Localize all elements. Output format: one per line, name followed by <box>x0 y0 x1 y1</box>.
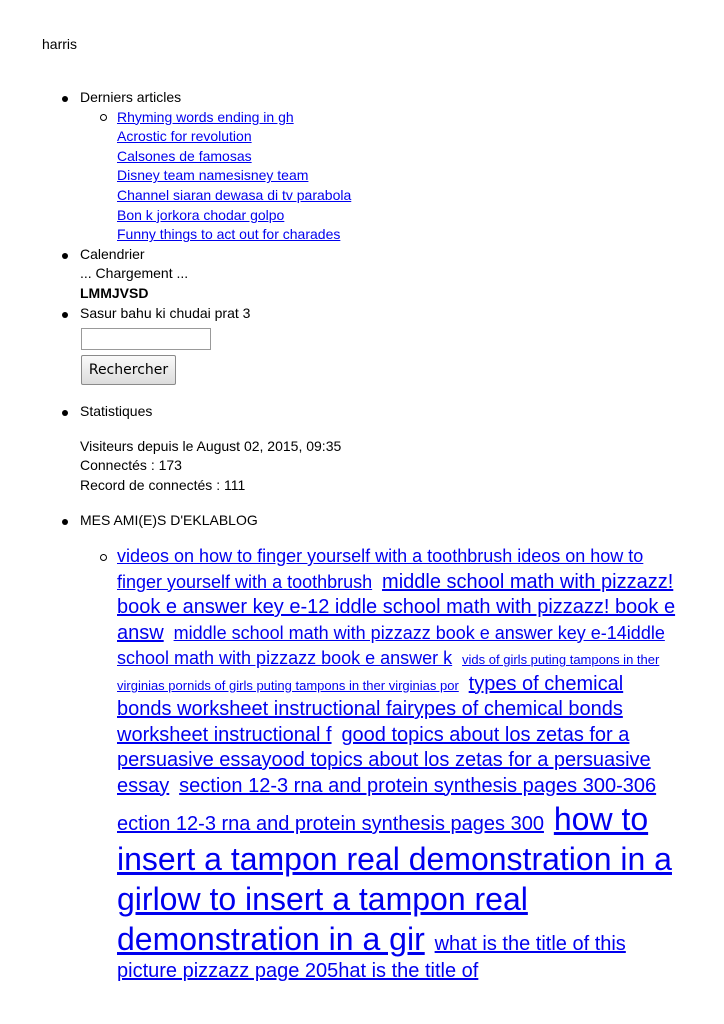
tag-link[interactable]: middle school math with pizzazz! book e answer key e-12 iddle school math with pizzazz! book e answ <box>117 570 676 644</box>
calendar-widget <box>0 245 724 304</box>
recent-articles-widget <box>0 88 724 245</box>
calendar-days: LMMJVSD <box>80 284 149 301</box>
tag-link[interactable]: middle school math with pizzazz book e answer key e-14iddle school math with pizzazz book e answer k <box>117 622 665 669</box>
stats-connected: Connectés : 173 <box>80 457 182 474</box>
recent-articles-list <box>80 108 724 245</box>
tag-link[interactable]: videos on how to finger yourself with a toothbrush ideos on how to finger yourself with a toothbrush <box>117 546 644 592</box>
search-input[interactable] <box>81 328 211 350</box>
tag-link[interactable]: good topics about los zetas for a persuasive essayood topics about los zetas for a persuasive essay <box>117 723 651 797</box>
bullet-icon <box>62 519 68 525</box>
tag-link[interactable]: what is the title of this picture pizzazz page 205hat is the title of <box>117 933 626 983</box>
recent-articles-title: Derniers articles <box>80 89 182 105</box>
calendar-loading: ... Chargement ... <box>80 265 189 282</box>
stats-visitors: Visiteurs depuis le August 02, 2015, 09:35 <box>80 437 342 454</box>
bullet-icon <box>62 96 68 102</box>
friends-widget <box>0 511 724 985</box>
bullet-icon <box>62 253 68 259</box>
stats-widget <box>0 402 724 495</box>
tag-link[interactable]: how to insert a tampon real demonstration in a girlow to insert a tampon real demonstration in a gir <box>117 801 672 958</box>
sidebar-widgets <box>0 88 724 985</box>
friends-list <box>80 544 724 985</box>
stats-record: Record de connectés : 111 <box>80 476 246 493</box>
article-link[interactable]: Disney team namesisney team <box>117 167 309 184</box>
search-button[interactable]: Rechercher <box>81 355 176 385</box>
calendar-title: Calendrier <box>80 245 145 262</box>
list-item <box>80 544 724 985</box>
article-link[interactable]: Channel siaran dewasa di tv parabola <box>117 186 352 203</box>
article-link[interactable]: Bon k jorkora chodar golpo <box>117 206 285 223</box>
stats-title: Statistiques <box>80 403 153 420</box>
list-item <box>80 108 724 245</box>
tag-link[interactable]: types of chemical bonds worksheet instructional fairypes of chemical bonds worksheet instructional f <box>117 672 624 746</box>
username: harris <box>42 36 78 52</box>
tag-cloud <box>117 544 683 985</box>
circle-bullet-icon <box>100 114 107 121</box>
article-link[interactable]: Rhyming words ending in gh <box>117 108 294 125</box>
tag-link[interactable]: vids of girls puting tampons in ther virginias pornids of girls puting tampons in ther virginias por <box>117 652 660 693</box>
friends-title: MES AMI(E)S D'EKLABLOG <box>80 511 258 528</box>
search-title: Sasur bahu ki chudai prat 3 <box>80 304 251 321</box>
article-link[interactable]: Calsones de famosas <box>117 147 252 164</box>
article-link[interactable]: Funny things to act out for charades <box>117 226 341 243</box>
circle-bullet-icon <box>100 554 107 561</box>
bullet-icon <box>62 312 68 318</box>
tag-link[interactable]: section 12-3 rna and protein synthesis pages 300-306 ection 12-3 rna and protein synthesis pages 300 <box>117 774 657 836</box>
search-widget <box>0 304 724 386</box>
bullet-icon <box>62 410 68 416</box>
article-link[interactable]: Acrostic for revolution <box>117 128 252 145</box>
